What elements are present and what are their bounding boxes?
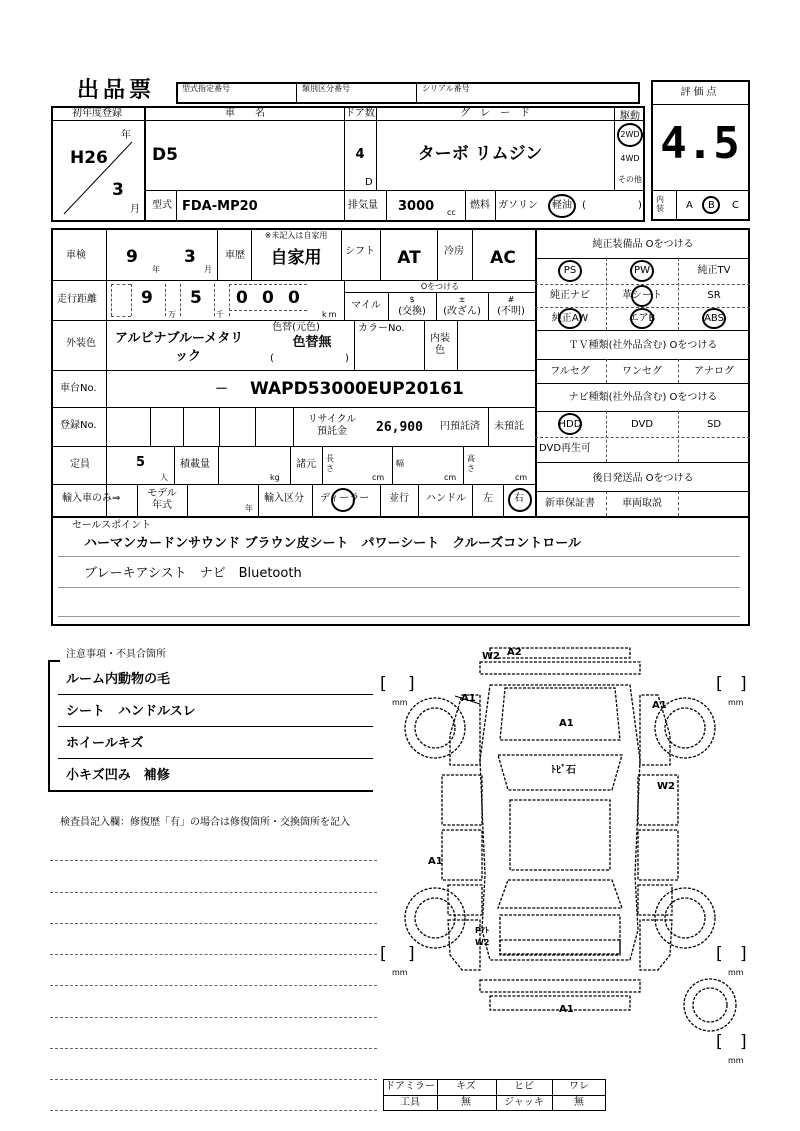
bracket-close-rr: ] (740, 944, 747, 964)
height-label: 高さ (467, 454, 475, 473)
equip-airbag-circle (630, 308, 654, 329)
drive-2wd[interactable]: 2WD (620, 130, 640, 139)
history-value: 自家用 (270, 248, 322, 268)
import-dealer[interactable]: ディーラー (320, 493, 370, 504)
bracket-close-fr: ] (740, 674, 747, 694)
bracket-open-spare: [ (716, 1032, 723, 1052)
handle-left[interactable]: 左 (483, 493, 493, 504)
mm-fr: mm (728, 698, 744, 707)
chassis-label: 車台No. (60, 383, 97, 394)
mm-spare: mm (728, 1056, 744, 1065)
fuel-other-close: ) (638, 200, 642, 211)
exterior-color-line2: ック (175, 349, 202, 364)
fuel-diesel-circle (548, 194, 576, 218)
import-parallel[interactable]: 並行 (389, 493, 409, 504)
equip-leather[interactable]: 革シート (622, 290, 662, 301)
first-reg-month: 3 (112, 180, 124, 200)
legend-value-2: 無 (461, 1097, 471, 1108)
drive-4wd[interactable]: 4WD (620, 154, 640, 163)
note-item-4: 小キズ凹み 補修 (66, 768, 170, 783)
registration-label: 登録No. (60, 420, 97, 431)
interior-grade-label: 内装 (656, 195, 664, 213)
tv-oneseg[interactable]: ワンセグ (622, 366, 662, 377)
designation-no-label: 型式指定番号 (182, 84, 230, 93)
capacity-unit: 人 (160, 473, 168, 482)
length-label: 長さ (326, 454, 334, 473)
mileage-circle-note: Oをつける (420, 282, 460, 291)
legend-header-2: キズ (456, 1081, 476, 1092)
mileage-swap[interactable]: (交換) (398, 306, 426, 317)
fuel-label: 燃料 (470, 200, 490, 211)
shaken-month: 3 (184, 247, 196, 267)
tv-analog[interactable]: アナログ (694, 366, 734, 377)
sales-points-line1: ハーマンカードンサウンド ブラウン皮シート パワーシート クルーズコントロール (84, 536, 581, 551)
equip-tv[interactable]: 純正TV (697, 265, 731, 276)
recycle-unpaid[interactable]: 未預託 (494, 421, 524, 432)
serial-no-label: シリアル番号 (422, 84, 470, 93)
exterior-color-line1: アルビナブルーメタリ (115, 331, 244, 346)
mileage-km-unit: km (322, 310, 339, 319)
notes-label: 注意事項・不具合箇所 (66, 649, 166, 660)
width-cm-unit: cm (444, 473, 457, 482)
interior-c[interactable]: C (732, 200, 739, 211)
ac-label: 冷房 (444, 246, 464, 257)
nav-title: ナビ種類(社外品含む) Oをつける (568, 392, 718, 403)
import-label: 輸入車のみ⇒ (62, 493, 121, 504)
color-no-label: カラーNo. (358, 323, 405, 334)
exterior-color-label: 外装色 (66, 338, 96, 349)
category-no-label: 類別区分番号 (302, 84, 350, 93)
recycle-label-2: 預託金 (317, 426, 347, 437)
bracket-open-fr: [ (716, 674, 723, 694)
mark-a1-front-right: A1 (652, 700, 667, 711)
recycle-label-1: リサイクル (307, 414, 357, 425)
mark-rear-glass-1: Pｱﾄ (475, 926, 489, 935)
interior-b[interactable]: B (708, 200, 715, 211)
fuel-other-open: ( (582, 200, 586, 211)
month-unit: 月 (130, 204, 140, 215)
mileage-sen-unit: 千 (216, 310, 224, 319)
chassis-dash: － (215, 382, 229, 397)
interior-color-label-1: 内装 (430, 333, 450, 344)
doc-warranty[interactable]: 新車保証書 (545, 498, 595, 509)
import-dealer-circle (331, 488, 355, 512)
bracket-close-rl: ] (408, 944, 415, 964)
doors-label: ドア数 (345, 108, 375, 119)
repaint-paren-open: ( (270, 353, 274, 364)
displacement-label: 排気量 (348, 200, 378, 211)
mileage-tamper[interactable]: (改ざん) (443, 306, 481, 317)
first-reg-year: H26 (70, 148, 108, 168)
equip-sr[interactable]: SR (707, 290, 721, 301)
id-number-strip (176, 82, 640, 104)
mm-fl: mm (392, 698, 408, 707)
nav-dvd-play[interactable]: DVD再生可 (538, 443, 592, 454)
ac-value: AC (490, 248, 516, 268)
mileage-digit-1: 9 (141, 288, 153, 308)
car-name-label: 車 名 (225, 108, 265, 119)
note-item-2: シート ハンドルスレ (66, 704, 196, 719)
legend-header-3: ヒビ (514, 1081, 534, 1092)
tv-fullseg[interactable]: フルセグ (550, 366, 590, 377)
grade-label: グ レ ー ド (460, 108, 530, 119)
chassis-number: WAPD53000EUP20161 (250, 379, 464, 399)
equip-aw-circle (558, 308, 582, 329)
mileage-label: 走行距離 (57, 294, 97, 305)
year-unit: 年 (121, 130, 131, 141)
nav-dvd[interactable]: DVD (630, 419, 654, 430)
legend-value-4: 無 (574, 1097, 584, 1108)
drive-other[interactable]: その他 (618, 175, 642, 184)
mark-a1-left-side: A1 (428, 856, 443, 867)
dims-label: 諸元 (296, 459, 316, 470)
handle-label: ハンドル (426, 493, 466, 504)
equip-pw[interactable]: PW (634, 265, 650, 276)
shift-label: シフト (345, 246, 375, 257)
fuel-diesel[interactable]: 軽油 (552, 200, 572, 211)
doors-value: 4 (355, 147, 365, 162)
mileage-digit-3: 0 (236, 288, 248, 308)
handle-right-circle (508, 488, 532, 512)
legend-header-1: ドアミラー (385, 1081, 435, 1092)
sales-points-label: セールスポイント (72, 520, 152, 531)
note-item-1: ルーム内動物の毛 (66, 672, 171, 687)
bracket-open-rr: [ (716, 944, 723, 964)
shaken-label: 車検 (66, 250, 86, 261)
interior-color-label-2: 色 (435, 345, 445, 356)
mark-a1-rear: A1 (559, 1004, 574, 1015)
mark-windshield: ﾄﾋﾞ石 (551, 765, 576, 776)
repaint-paren-close: ) (345, 353, 349, 364)
tamper-symbol: ± (458, 295, 466, 304)
score-label: 評価点 (680, 87, 720, 98)
bracket-open-fl: [ (380, 674, 387, 694)
bracket-close-fl: ] (408, 674, 415, 694)
score-value: 4.5 (660, 118, 740, 169)
displacement-value: 3000 (398, 199, 435, 214)
mark-w2-right: W2 (657, 781, 675, 792)
model-year-label-1: モデル (147, 488, 177, 499)
sales-points-line2: ブレーキアシスト ナビ Bluetooth (84, 566, 302, 581)
mileage-digit-4: 0 (262, 288, 274, 308)
equip-abs[interactable]: ABS (704, 313, 724, 324)
mark-front-a2: A2 (507, 647, 522, 658)
length-cm-unit: cm (372, 473, 385, 482)
equipment-title: 純正装備品 Oをつける (592, 239, 694, 250)
legend-value-3: ジャッキ (504, 1097, 544, 1108)
tv-title: ＴＶ種類(社外品含む) Oをつける (568, 340, 718, 351)
equip-leather-circle (631, 285, 653, 307)
model-value: FDA-MP20 (182, 199, 258, 214)
fuel-gasoline[interactable]: ガソリン (498, 200, 538, 211)
legend-header-4: ワレ (569, 1081, 589, 1092)
door-type: D (365, 177, 373, 188)
documents-title: 後日発送品 Oをつける (592, 473, 694, 484)
mileage-digit-2: 5 (190, 288, 202, 308)
shift-value: AT (397, 248, 421, 268)
shaken-year-unit: 年 (152, 265, 160, 274)
mileage-mile[interactable]: マイル (351, 300, 381, 311)
unknown-symbol: # (507, 295, 515, 304)
model-year-label-2: 年式 (152, 500, 172, 511)
load-kg-unit: kg (270, 473, 280, 482)
width-label: 幅 (396, 459, 404, 468)
equip-ps-circle (558, 260, 582, 282)
first-reg-label: 初年度登録 (72, 108, 122, 119)
mileage-man-unit: 万 (168, 310, 176, 319)
equip-ps[interactable]: PS (563, 265, 577, 276)
equip-airbag[interactable]: エアB (628, 313, 656, 324)
mark-a1-hood: A1 (559, 718, 574, 729)
mark-front-w2: W2 (482, 651, 500, 662)
history-note: ※未記入は自家用 (264, 231, 328, 240)
equip-aw[interactable]: 純正AW (551, 313, 589, 324)
shaken-year: 9 (126, 247, 138, 267)
shaken-month-unit: 月 (204, 265, 212, 274)
model-label: 型式 (152, 200, 172, 211)
drive-label: 駆動 (620, 111, 640, 122)
inspector-label: 検査員記入欄：修復歴「有」の場合は修復箇所・交換箇所を記入 (60, 817, 350, 828)
interior-b-circle (702, 196, 720, 214)
nav-sd[interactable]: SD (706, 419, 722, 430)
interior-a[interactable]: A (686, 200, 693, 211)
nav-hdd[interactable]: HDD (558, 419, 582, 430)
car-name: D5 (152, 145, 178, 165)
mileage-unknown[interactable]: (不明) (497, 306, 525, 317)
equip-abs-circle (702, 308, 726, 329)
legend-value-1: 工具 (400, 1097, 420, 1108)
capacity-label: 定員 (70, 459, 90, 470)
capacity-value: 5 (136, 455, 146, 470)
height-cm-unit: cm (515, 473, 528, 482)
form-title: 出品票 (77, 78, 156, 103)
history-label: 車歴 (225, 250, 245, 261)
repaint-value: 色替無 (292, 335, 332, 350)
handle-right[interactable]: 右 (514, 493, 524, 504)
drive-2wd-circle (617, 123, 643, 147)
recycle-paid[interactable]: 円預託済 (440, 421, 480, 432)
cc-unit: cc (447, 208, 456, 217)
bracket-open-rl: [ (380, 944, 387, 964)
equip-pw-circle (630, 260, 654, 282)
mm-rl: mm (392, 968, 408, 977)
repaint-label: 色替(元色) (272, 322, 320, 333)
mm-rr: mm (728, 968, 744, 977)
recycle-amount: 26,900 (376, 420, 423, 435)
mark-a1-front-left: A1 (461, 693, 476, 704)
note-item-3: ホイールキズ (66, 736, 144, 751)
bracket-close-spare: ] (740, 1032, 747, 1052)
mark-rear-glass-2: W2 (475, 938, 490, 947)
grade-value: ターボ リムジン (417, 144, 543, 164)
import-type-label: 輸入区分 (264, 493, 304, 504)
mileage-digit-5: 0 (288, 288, 300, 308)
doc-manual[interactable]: 車両取説 (622, 498, 662, 509)
load-label: 積載量 (180, 459, 210, 470)
nav-hdd-circle (558, 413, 582, 435)
swap-symbol: $ (409, 295, 415, 304)
model-year-unit: 年 (245, 504, 253, 513)
equip-navi[interactable]: 純正ナビ (550, 290, 590, 301)
